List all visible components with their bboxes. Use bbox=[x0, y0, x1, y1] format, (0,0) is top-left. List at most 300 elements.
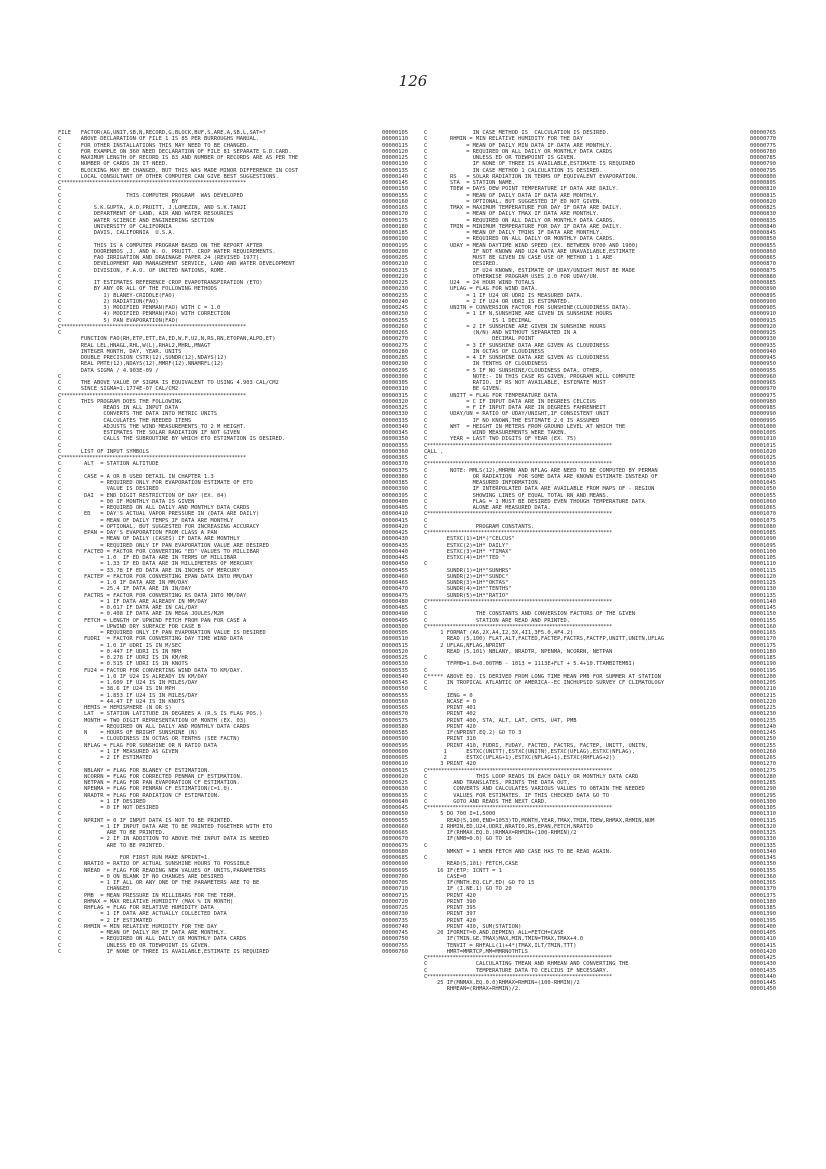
code-text: C 3) MODIFIED PENMAN(FAO) WITH C = 1.0 bbox=[58, 305, 221, 311]
code-text: C = CLOUDINESS IN OCTAS OR TENTHS (SEE FACTN) bbox=[58, 736, 240, 743]
sequence-number: 00001355 bbox=[750, 867, 776, 874]
code-text: C bbox=[424, 655, 428, 661]
sequence-number: 00000485 bbox=[382, 605, 408, 611]
sequence-number: 00001330 bbox=[750, 836, 776, 843]
code-text: C = REQUIRED ONLY IF PAN EVAPORATION VALUE IS DESIRED bbox=[58, 630, 266, 636]
code-text: C S.K.GUPTA, A.D.PRUITT, J.LOMEZIN, AND S.K.TANJI bbox=[58, 205, 247, 211]
code-text: C***************************************************************** bbox=[424, 973, 612, 980]
sequence-number: 00000975 bbox=[750, 392, 776, 399]
code-text: C IF NONE OF THREE IS AVAILABLE,ESTIMATE IS REQUIRED bbox=[424, 161, 635, 168]
code-text: C FOR FIRST RUN MAKE NPRINT=1. bbox=[58, 855, 211, 861]
code-text: C WHT = HEIGHT IN METERS FROM GROUND LEVEL AT WHICH THE bbox=[424, 423, 626, 430]
code-text: IF(NMB=0.0) GO TO 16 bbox=[424, 836, 512, 843]
sequence-number: 00000505 bbox=[382, 630, 408, 636]
code-text: C TEMPERATURE DATA TO CELCIUS IF NECESSARY. bbox=[424, 967, 609, 974]
code-text: C = 2 IF SUNSHINE ARE GIVEN IN SUNSHINE HOURS bbox=[424, 323, 606, 330]
sequence-number: 00000155 bbox=[382, 192, 408, 199]
code-text: C CHANGED. bbox=[58, 886, 133, 893]
code-text: C ALT = STATION ALTITUDE bbox=[58, 461, 159, 468]
code-text: C UNLESS ED OR TDEWPOINT IS GIVEN. bbox=[58, 942, 211, 949]
code-text: C bbox=[424, 842, 428, 849]
sequence-number: 00001045 bbox=[750, 480, 776, 486]
sequence-number: 00001270 bbox=[750, 761, 776, 768]
code-text: C NETPAN = FLAG FOR PAN EVAPORATION CF ESTIMATION. bbox=[58, 780, 240, 786]
code-text: C DECIMAL POINT bbox=[424, 336, 535, 343]
sequence-number: 00001120 bbox=[750, 573, 776, 580]
listing-column-left bbox=[58, 130, 408, 955]
sequence-number: 00000420 bbox=[382, 523, 408, 530]
sequence-number: 00001010 bbox=[750, 436, 776, 443]
sequence-number: 00001225 bbox=[750, 705, 776, 711]
code-text: C = MEAN OF DAILY TEMPS IF DATA ARE MONTHLY bbox=[58, 517, 234, 524]
sequence-number: 00001025 bbox=[750, 455, 776, 461]
code-text: NMKNT = 1 WHEN FETCH AND CASE HAS TO BE READ AGAIN. bbox=[424, 848, 613, 855]
code-text: C NFLAG = FLAG FOR SUNSHINE OR N RATIO DATA bbox=[58, 742, 218, 749]
sequence-number: 00000730 bbox=[382, 911, 408, 918]
code-text: IF(TMIN.GE.TMAX)MAX,MIN,TMIN=TMAX,TMAX+4.0 bbox=[424, 936, 584, 943]
sequence-number: 00000170 bbox=[382, 211, 408, 218]
sequence-number: 00000650 bbox=[382, 811, 408, 818]
sequence-number: 00000200 bbox=[382, 248, 408, 255]
code-text: 3 PRINT 420 bbox=[424, 761, 476, 768]
sequence-number: 00000800 bbox=[750, 173, 776, 180]
code-text: C ESTIMATES THE SOLAR RADIATION IF NOT GIVEN bbox=[58, 430, 240, 436]
sequence-number: 00001205 bbox=[750, 680, 776, 686]
sequence-number: 00000640 bbox=[382, 798, 408, 805]
sequence-number: 00000585 bbox=[382, 730, 408, 736]
code-text: C FACTEP = FACTOR FOR CONVERTING EPAN DATA INTO MM/DAY bbox=[58, 573, 253, 580]
sequence-number: 00001145 bbox=[750, 605, 776, 611]
sequence-number: 00001005 bbox=[750, 430, 776, 436]
sequence-number: 00000260 bbox=[382, 323, 408, 330]
code-text: C (N/N) AND WITHOUT SEPARATED IN A bbox=[424, 330, 577, 336]
code-text: C***************************************************************** bbox=[58, 323, 246, 330]
code-text: C = 0 IF NOT DESIRED bbox=[58, 805, 159, 811]
sequence-number: 00000870 bbox=[750, 261, 776, 268]
code-text: C FAO IRRIGATION AND DRAINAGE PAPER 24 (REVISED 1977). bbox=[58, 255, 263, 261]
sequence-number: 00001315 bbox=[750, 817, 776, 824]
sequence-number: 00001340 bbox=[750, 848, 776, 855]
code-text: C = MEAN OF DAILY MIN DATA IF DATA ARE MONTHLY. bbox=[424, 142, 613, 149]
sequence-number: 00000790 bbox=[750, 161, 776, 168]
code-text: C UFLAG = FLAG FOR WIND DATA. bbox=[424, 286, 538, 293]
code-text: C BY ANY OR ALL OF THE FOLLOWING METHODS bbox=[58, 286, 218, 293]
sequence-number: 00000185 bbox=[382, 230, 408, 236]
code-text: C = 1.0 IF U24 IS ALREADY IN KM/DAY bbox=[58, 673, 208, 680]
sequence-number: 00000320 bbox=[382, 398, 408, 405]
code-text: C WIND MEASUREMENTS WERE TAKEN. bbox=[424, 430, 567, 436]
sequence-number: 00000655 bbox=[382, 817, 408, 824]
sequence-number: 00000540 bbox=[382, 673, 408, 680]
sequence-number: 00001185 bbox=[750, 655, 776, 661]
code-text: C HEMIS = HEMISPHERE (N OR S) bbox=[58, 705, 172, 711]
sequence-number: 00001345 bbox=[750, 855, 776, 861]
code-text: C FOR EXAMPLE ON 360 NEED DECLARATION OF FILE 81 SEPARATE G.D.CARD. bbox=[58, 148, 292, 155]
code-text: IENG = 0 bbox=[424, 692, 473, 699]
sequence-number: 00000635 bbox=[382, 792, 408, 799]
sequence-number: 00000290 bbox=[382, 361, 408, 368]
sequence-number: 00000715 bbox=[382, 892, 408, 899]
sequence-number: 00001150 bbox=[750, 611, 776, 618]
sequence-number: 00001380 bbox=[750, 898, 776, 905]
code-text: SUNDR(3)=1H*"OKTAS" bbox=[424, 580, 509, 586]
code-text: 5 DO 700 I=1,5000 bbox=[424, 811, 496, 818]
sequence-number: 00000615 bbox=[382, 767, 408, 774]
code-text: C = 2 IF IN ADDITION TO ABOVE THE INPUT DATA IS NEEDED bbox=[58, 836, 269, 843]
sequence-number: 00000455 bbox=[382, 567, 408, 574]
code-text: C***** ABOVE EQ. IS DERIVED FROM LONG TIME MEAN PMB FOR SUMMER AT STATION bbox=[424, 673, 661, 680]
sequence-number: 00001000 bbox=[750, 423, 776, 430]
sequence-number: 00000740 bbox=[382, 923, 408, 930]
sequence-number: 00000205 bbox=[382, 255, 408, 261]
sequence-number: 00001420 bbox=[750, 948, 776, 955]
code-text: C BE GIVEN. bbox=[424, 386, 502, 393]
code-text: C = 33.78 IF ED DATA ARE IN INCHES OF MERCURY bbox=[58, 567, 240, 574]
code-text: PRINT 402 bbox=[424, 711, 476, 718]
sequence-number: 00000215 bbox=[382, 267, 408, 274]
code-text: C = 1.609 IF U24 IS IN MILES/DAY bbox=[58, 680, 198, 686]
code-text: C PROGRAM CONSTANTS. bbox=[424, 523, 535, 530]
sequence-number: 00000630 bbox=[382, 786, 408, 793]
code-text: PRINT 420 bbox=[424, 723, 476, 730]
code-text: C RHMAX = MAX RELATIVE HUMIDITY (MAX % IN MONTH) bbox=[58, 898, 234, 905]
code-text: C IF NOT KNOWN AND U24 DATA ARE UNAVAILABLE,ESTIMATE bbox=[424, 248, 635, 255]
code-text: C MAXIMUM LENGTH OF RECORD IS 83 AND NUMBER OF RECORDS ARE AS PER THE bbox=[58, 155, 299, 161]
code-text: C LOCAL CONSULTANT OF OTHER COMPUTER CAN GIVE BEST SUGGESTIONS. bbox=[58, 173, 279, 180]
code-text: TFPMB=1.0+0.00TMB - 1013 = 1113E+FLT + 5.4+10.TTAMBITEMBI) bbox=[424, 661, 635, 668]
code-text: C = OPTIONAL, BUT SUGGESTED IF ED NOT GIVEN. bbox=[424, 198, 603, 205]
code-text: 16 IF(ETP: ICNTT = 1 bbox=[424, 867, 502, 874]
code-text: C SINCE SIGMA=1.1774E-07 CAL/CM2 bbox=[58, 386, 179, 393]
code-text: C RHMIN = MIN RELATIVE HUMIDITY FOR THE DAY bbox=[424, 136, 584, 143]
code-text: C U24 = 24 HOUR WIND TOTALS bbox=[424, 280, 535, 286]
code-text: C NCORRN = FLAG FOR CORRECTED PENMAN CF ESTIMATION. bbox=[58, 773, 243, 780]
code-text: C ARE TO BE PRINTED. bbox=[58, 842, 166, 849]
sequence-number: 00000685 bbox=[382, 855, 408, 861]
sequence-number: 00000490 bbox=[382, 611, 408, 618]
code-text: REAL LEL,HNAGL,RHL,W(L),RHAL2,MHRL,MNAGT bbox=[58, 342, 211, 349]
sequence-number: 00000770 bbox=[750, 136, 776, 143]
code-text: C UNITN = CONVERSION FACTOR FOR SUNSHINE(CLOUDINESS DATA). bbox=[424, 305, 632, 311]
sequence-number: 00001190 bbox=[750, 661, 776, 668]
code-text: C = 25.4 IF DATA ARE IN IN/DAY bbox=[58, 586, 192, 593]
code-text: C NOTE: MMLS(12),MHRMN AND NFLAG ARE NEED TO BE COMPUTED BY PERMAN bbox=[424, 467, 658, 474]
sequence-number: 00000235 bbox=[382, 292, 408, 299]
code-text: C IS 1 DECIMAL bbox=[424, 317, 532, 324]
sequence-number: 00000595 bbox=[382, 742, 408, 749]
code-text: C = 1 IF DESIRED bbox=[58, 798, 146, 805]
sequence-number: 00001075 bbox=[750, 517, 776, 524]
code-text: C CALCULATES THE NEEDED ITEMS bbox=[58, 417, 192, 424]
sequence-number: 00001060 bbox=[750, 498, 776, 505]
code-text: C ADJUSTS THE WIND MEASUREMENTS TO 2 M HEIGHT. bbox=[58, 423, 247, 430]
sequence-number: 00001285 bbox=[750, 780, 776, 786]
sequence-number: 00000195 bbox=[382, 242, 408, 249]
sequence-number: 00000160 bbox=[382, 198, 408, 205]
code-text: C AND TRANSLATES, PRINTS THE DATA OUT, bbox=[424, 780, 571, 786]
sequence-number: 00000570 bbox=[382, 711, 408, 718]
sequence-number: 00000285 bbox=[382, 355, 408, 361]
sequence-number: 00000395 bbox=[382, 492, 408, 499]
code-text: PRINT 310 bbox=[424, 736, 476, 743]
sequence-number: 00000580 bbox=[382, 723, 408, 730]
sequence-number: 00001435 bbox=[750, 967, 776, 974]
code-text: C NPENMA = FLAG FOR PENMAN CF ESTIMATION(C=1.0). bbox=[58, 786, 234, 793]
sequence-number: 00000750 bbox=[382, 936, 408, 943]
sequence-number: 00001260 bbox=[750, 748, 776, 755]
code-text: C***************************************************************** bbox=[424, 461, 612, 468]
code-text: C FETCH = LENGTH OF UPWIND FETCH FROM PAN FOR CASE A bbox=[58, 617, 247, 624]
code-text: IF (I.NE.1) GO TO 20 bbox=[424, 886, 512, 893]
sequence-number: 00001425 bbox=[750, 955, 776, 961]
code-text: C RATIO. IF RS NOT AVAILABLE, ESTIMATE MUST bbox=[424, 380, 606, 386]
code-text: C NUMBER OF CARDS IN IT NEED. bbox=[58, 161, 169, 168]
code-text: C IF U24 KNOWN, ESTIMATE OF UDAY/UNIGHT MUST BE MADE bbox=[424, 267, 635, 274]
code-text: C bbox=[58, 467, 62, 474]
code-text: C DESIRED. bbox=[424, 261, 499, 268]
code-text: C UNITT = FLAG FOR TEMPERATURE DATA bbox=[424, 392, 558, 399]
sequence-number: 00001230 bbox=[750, 711, 776, 718]
code-text: PRINT 390 bbox=[424, 898, 476, 905]
sequence-number: 00001195 bbox=[750, 667, 776, 674]
sequence-number: 00001160 bbox=[750, 623, 776, 630]
sequence-number: 00000970 bbox=[750, 386, 776, 393]
code-text: C bbox=[424, 455, 428, 461]
sequence-number: 00000620 bbox=[382, 773, 408, 780]
code-text: C = 5 IF NO SUNSHINE/CLOUDINESS DATA, OTHER, bbox=[424, 367, 603, 374]
sequence-number: 00001070 bbox=[750, 511, 776, 518]
sequence-number: 00000330 bbox=[382, 411, 408, 418]
sequence-number: 00000210 bbox=[382, 261, 408, 268]
code-text: READ (5,100) FLAT,ALT,FACTED,FACTEP,FACTRS,FACTFP,UNITT,UNITN,UFLAG bbox=[424, 636, 665, 643]
sequence-number: 00000525 bbox=[382, 655, 408, 661]
sequence-number: 00000805 bbox=[750, 180, 776, 186]
code-text: C UDAY/UN = RATIO OF UDAY/UNIGHT,IF CONSISTENT UNIT bbox=[424, 411, 609, 418]
code-text: ESTXC(1)=1H*("CELCUS" bbox=[424, 536, 515, 543]
sequence-number: 00001400 bbox=[750, 923, 776, 930]
code-text: C IF NO KNOWN,THE ESTIMATE 2.0 IS ASSUMED bbox=[424, 417, 600, 424]
code-text: PRINT 410, FUDRI, FUDAY, FACTED, FACTRS, FACTEP, UNITT, UNITN, bbox=[424, 742, 648, 749]
code-text: C = REQUIRED ONLY IF PAN EVAPORATION VALUE ARE DESIRED bbox=[58, 542, 269, 549]
sequence-number: 00001360 bbox=[750, 873, 776, 880]
sequence-number: 00000625 bbox=[382, 780, 408, 786]
sequence-number: 00000460 bbox=[382, 573, 408, 580]
sequence-number: 00000530 bbox=[382, 661, 408, 668]
code-text: C = 0.278 IF UDRI IS IN KM/HR bbox=[58, 655, 188, 661]
sequence-number: 00001055 bbox=[750, 492, 776, 499]
code-text: C CONVERTS AND CALCULATES VARIOUS VALUES TO OBTAIN THE NEEDED bbox=[424, 786, 645, 793]
sequence-number: 00000865 bbox=[750, 255, 776, 261]
sequence-number: 00000145 bbox=[382, 180, 408, 186]
sequence-number: 00000295 bbox=[382, 367, 408, 374]
code-text: C = 1.0 IF UDRI IS IN M/SEC bbox=[58, 642, 182, 649]
code-text: C IF INTERPOLATED DATA ARE AVAILABLE FROM MAPS OF - REGION bbox=[424, 486, 655, 493]
code-text: SUNDR(1)=1H*"SUNHRS" bbox=[424, 567, 512, 574]
code-text: C = 2 IF ESTIMATED bbox=[58, 917, 153, 924]
sequence-number: 00000500 bbox=[382, 623, 408, 630]
code-text: C***************************************************************** bbox=[58, 455, 246, 461]
code-text: C = UPWIND DRY SURFACE FOR CASE B bbox=[58, 623, 201, 630]
sequence-number: 00000165 bbox=[382, 205, 408, 211]
code-text: PRINT 430, SUM(STATION) bbox=[424, 923, 522, 930]
code-text: C = MEAN OF DAILY TMINS IF DATA ARE MONTHLY. bbox=[424, 230, 603, 236]
sequence-number: 00000415 bbox=[382, 517, 408, 524]
code-text: RHMEAN=(RHMAX+RHMIN)/2. bbox=[424, 986, 522, 993]
sequence-number: 00000815 bbox=[750, 192, 776, 199]
sequence-number: 00000225 bbox=[382, 280, 408, 286]
code-text: C THIS IS A COMPUTER PROGRAM BASED ON THE REPORT AFTER bbox=[58, 242, 263, 249]
code-text: C = 1.853 IF U24 IS IN MILES/DAY bbox=[58, 692, 198, 699]
code-text: DOUBLE PRECISION CSTR(12),SUNDR(12),NDAYS(12) bbox=[58, 355, 227, 361]
code-text: C FU24 = FACTOR FOR CONVERTING WIND DATA TO KM/DAY. bbox=[58, 667, 243, 674]
sequence-number: 00000495 bbox=[382, 617, 408, 624]
sequence-number: 00001395 bbox=[750, 917, 776, 924]
sequence-number: 00000820 bbox=[750, 198, 776, 205]
sequence-number: 00000875 bbox=[750, 267, 776, 274]
code-text: C DEVELOPMENT AND MANAGEMENT SERVICE, LAND AND WATER DEVELOPMENT bbox=[58, 261, 295, 268]
sequence-number: 00001210 bbox=[750, 686, 776, 693]
sequence-number: 00000545 bbox=[382, 680, 408, 686]
sequence-number: 00000555 bbox=[382, 692, 408, 699]
code-text: ESTXC(4)=1H*"TED " bbox=[424, 555, 506, 561]
code-text: C NREAD = FLAG FOR READING NEW VALUES OF UNITS,PARAMETERS bbox=[58, 867, 266, 874]
sequence-number: 00000855 bbox=[750, 242, 776, 249]
sequence-number: 00000905 bbox=[750, 305, 776, 311]
code-line bbox=[424, 986, 776, 992]
code-text: C N = HOURS OF BRIGHT SUNSHINE (N) bbox=[58, 730, 198, 736]
code-text: C SHOWING LINES OF EQUAL TOTAL RN AND MEANS. bbox=[424, 492, 609, 499]
sequence-number: 00001215 bbox=[750, 692, 776, 699]
code-text: C = MEAN OF DAILY DATA IF DATA ARE MONTHLY. bbox=[424, 192, 600, 199]
sequence-number: 00000280 bbox=[382, 348, 408, 355]
code-text: PRINT 400, STA, ALT, LAT, CHTS, U4T, PMB bbox=[424, 717, 577, 724]
code-text: C IN TROPICAL ATLANTIC OF AMERICA--EC INCHUPSID SURVEY CF CLIMATOLOGY bbox=[424, 680, 665, 686]
code-text: C = 1.33 IF ED DATA ARE IN MILLIMETERS OF MERCURY bbox=[58, 561, 253, 568]
sequence-number: 00001050 bbox=[750, 486, 776, 493]
code-text: C bbox=[424, 686, 428, 693]
sequence-number: 00000745 bbox=[382, 930, 408, 936]
code-text: C bbox=[424, 667, 428, 674]
code-text: IF(RHMAX.EQ.0.)RHMAX=RHMIN+(100-RHMIN)/2 bbox=[424, 830, 577, 836]
sequence-number: 00000410 bbox=[382, 511, 408, 518]
code-text: NCASE = 0 bbox=[424, 698, 476, 705]
code-text: C READS IN ALL INPUT DATA bbox=[58, 405, 179, 411]
sequence-number: 00000930 bbox=[750, 336, 776, 343]
code-text: C bbox=[58, 811, 62, 818]
code-text: C = 38.6 IF U24 IS IN MPH bbox=[58, 686, 175, 693]
code-text: C***************************************************************** bbox=[58, 392, 246, 399]
code-text: C DOORENBOS ,J. AND W. O. PRUITT. CROP WATER REQUIREMENTS. bbox=[58, 248, 276, 255]
sequence-number: 00000345 bbox=[382, 430, 408, 436]
code-text: C = 2 IF U24 OR UDRI IS ESTIMATED. bbox=[424, 298, 571, 305]
code-text: C = 0.447 IF UDRI IS IN MPH bbox=[58, 648, 182, 655]
code-text: C BY bbox=[58, 198, 179, 205]
code-text: C STA = STATION NAME. bbox=[424, 180, 515, 186]
code-text: C = 1 IF DATA ARE ACTUALLY COLLECTED DATA bbox=[58, 911, 227, 918]
code-text: C CALLS THE SUBROUTINE BY WHICH ETO ESTIMATION IS DESIRED. bbox=[58, 436, 286, 443]
sequence-number: 00001335 bbox=[750, 842, 776, 849]
code-text: C UDAY = MEAN DAYTIME WIND SPEED (EX. BETWEEN 0700 AND 1900) bbox=[424, 242, 639, 249]
code-text: C = 1 IF U24 OR UDRI IS MEASURED DATA. bbox=[424, 292, 584, 299]
sequence-number: 00000900 bbox=[750, 298, 776, 305]
sequence-number: 00001320 bbox=[750, 823, 776, 830]
code-text: C IN OCTAS OF CLOUDINESS bbox=[424, 348, 545, 355]
sequence-number: 00000660 bbox=[382, 823, 408, 830]
sequence-number: 00000245 bbox=[382, 305, 408, 311]
sequence-number: 00000430 bbox=[382, 536, 408, 543]
sequence-number: 00000255 bbox=[382, 317, 408, 324]
sequence-number: 00000895 bbox=[750, 292, 776, 299]
code-text: C bbox=[58, 373, 62, 380]
sequence-number: 00000965 bbox=[750, 380, 776, 386]
sequence-number: 00000600 bbox=[382, 748, 408, 755]
code-text: C FACTED = FACTOR FOR CONVERTING "ED" VALUES TO MILLIBAR bbox=[58, 548, 260, 555]
code-text: C YEAR = LAST TWO DIGITS OF YEAR (EX. 75) bbox=[424, 436, 577, 443]
code-text: C ARE TO BE PRINTED. bbox=[58, 830, 166, 836]
sequence-number: 00000990 bbox=[750, 411, 776, 418]
sequence-number: 00001095 bbox=[750, 542, 776, 549]
sequence-number: 00000535 bbox=[382, 667, 408, 674]
code-text: C DAI = END DIGIT RESTRICTION OF DAY (EX. 04) bbox=[58, 492, 227, 499]
sequence-number: 00000925 bbox=[750, 330, 776, 336]
sequence-number: 00000985 bbox=[750, 405, 776, 411]
code-text: C = REQUIRED ON ALL DAILY OR MONTHLY DATA CARDS. bbox=[424, 236, 616, 243]
code-text: C FACTRS = FACTOR FOR CONVERTING RS DATA INTO MM/DAY bbox=[58, 592, 247, 599]
code-text: C LIST OF INPUT SYMBOLS bbox=[58, 448, 149, 455]
code-text: CASE=0 bbox=[424, 873, 467, 880]
code-text: C 4) MODIFIED PENMAN(FAO) WITH CORRECTION bbox=[58, 311, 231, 318]
code-text: C = 1 IF MEASURED AS GIVEN bbox=[58, 748, 179, 755]
sequence-number: 00001310 bbox=[750, 811, 776, 818]
sequence-number: 00000350 bbox=[382, 436, 408, 443]
code-text: REAL PMTE(12),NDAYS(12),MMRF(12),NNAMRFL(12) bbox=[58, 361, 224, 368]
sequence-number: 00001020 bbox=[750, 448, 776, 455]
sequence-number: 00000700 bbox=[382, 873, 408, 880]
code-text: C***************************************************************** bbox=[58, 180, 246, 186]
sequence-number: 00001130 bbox=[750, 586, 776, 593]
code-text: C bbox=[58, 761, 62, 768]
code-text: C***************************************************************** bbox=[424, 598, 612, 605]
code-text: PRINT 395 bbox=[424, 905, 476, 911]
code-text: INTEGER MONTH, DAY, YEAR, UNITS bbox=[58, 348, 182, 355]
sequence-number: 00001450 bbox=[750, 986, 776, 993]
sequence-number: 00000310 bbox=[382, 386, 408, 393]
sequence-number: 00000935 bbox=[750, 342, 776, 349]
code-text: CALL , bbox=[424, 448, 444, 455]
code-text: C = 00 IF MONTHLY DATA IS GIVEN bbox=[58, 498, 195, 505]
code-text: C ABOVE DECLARATION OF FILE 1 IS 85 PER BURROUGHS MANUAL. bbox=[58, 136, 260, 143]
sequence-number: 00000175 bbox=[382, 217, 408, 224]
code-text: C = 1 IF N,SUNSHINE ARE GIVEN IN SUNSHINE HOURS bbox=[424, 311, 613, 318]
code-text: C bbox=[58, 273, 62, 280]
code-text: C***************************************************************** bbox=[424, 805, 612, 811]
sequence-number: 00000885 bbox=[750, 280, 776, 286]
code-text: C BLOCKING MAY BE CHANGED, BUT THIS WAS MADE MINOR DIFFERENCE IN COST bbox=[58, 167, 299, 174]
code-text: C THIS COMPUTER PROGRAM WAS DEVELOPED bbox=[58, 192, 243, 199]
sequence-number: 00000105 bbox=[382, 130, 408, 136]
code-text: C LAT = STATION LATITUDE IN DEGREES A (R.S IS FLAG POS.) bbox=[58, 711, 263, 718]
sequence-number: 00001110 bbox=[750, 561, 776, 568]
sequence-number: 00001410 bbox=[750, 936, 776, 943]
sequence-number: 00000250 bbox=[382, 311, 408, 318]
code-text: SUNDR(5)=1H*"RATIO" bbox=[424, 592, 509, 599]
sequence-number: 00000760 bbox=[382, 948, 408, 955]
sequence-number: 00001040 bbox=[750, 473, 776, 480]
code-text: 1 ESTXC(UNITT),ESTXC(UNITN),ESTXC(UFLAG),ESTXC(NFLAG), bbox=[424, 748, 635, 755]
sequence-number: 00000575 bbox=[382, 717, 408, 724]
code-text: C = REQUIRED ONLY FOR EVAPORATION ESTIMATE OF ETO bbox=[58, 480, 253, 486]
code-text: C NRADTR = FLAG FOR RADIATION CF ESTIMATION. bbox=[58, 792, 221, 799]
